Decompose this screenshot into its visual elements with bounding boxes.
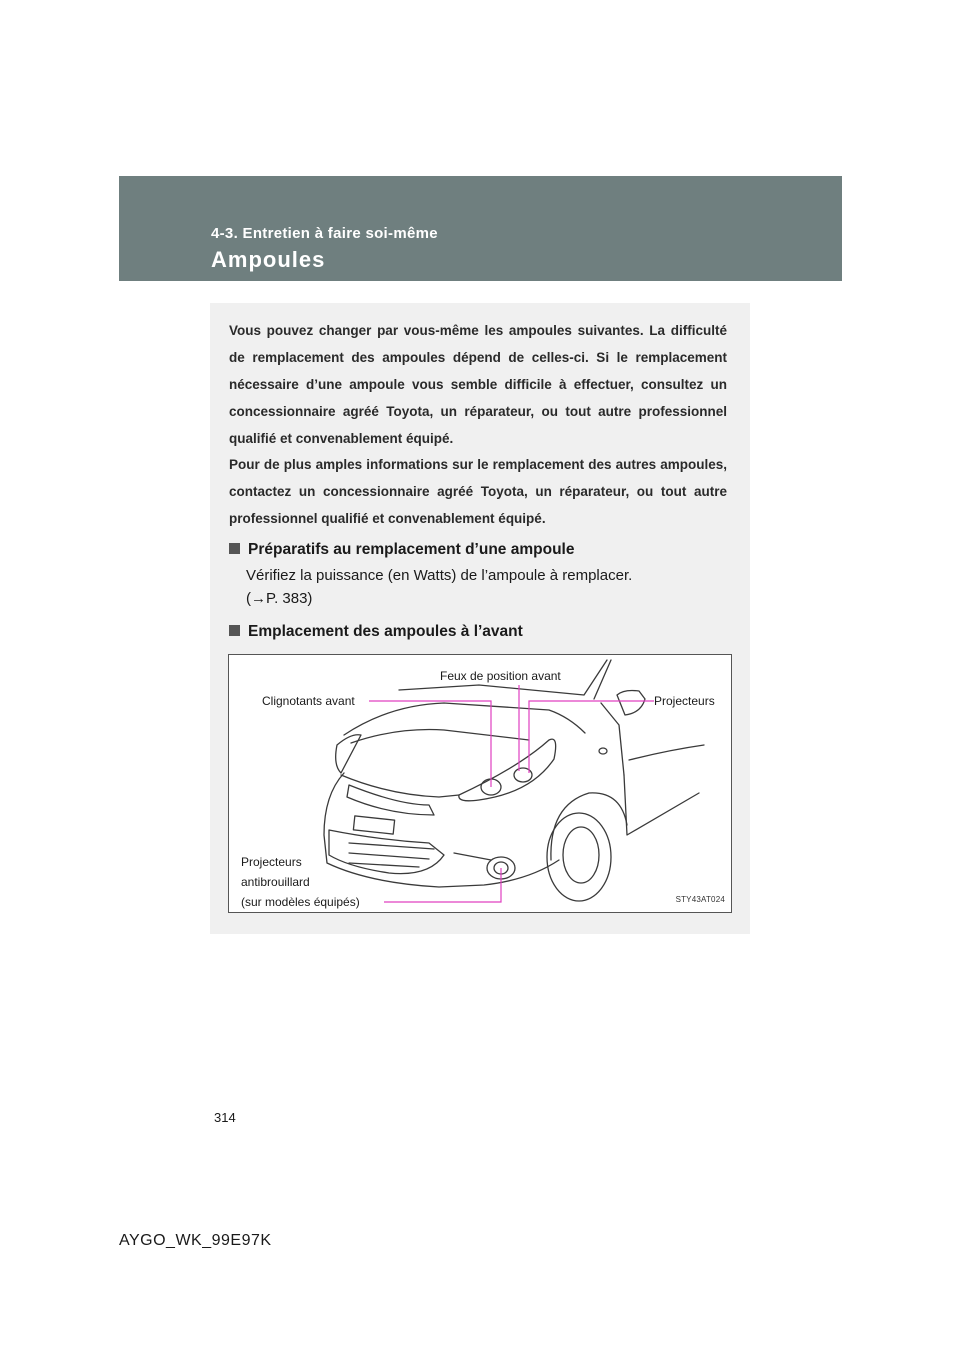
front-bulbs-heading (229, 623, 523, 641)
square-bullet-icon (229, 543, 240, 554)
prep-reference[interactable]: (→P. 383) (246, 590, 313, 607)
header-band (119, 176, 842, 281)
document-code: AYGO_WK_99E97K (119, 1232, 272, 1249)
callout-turn-signals: Clignotants avant (262, 694, 355, 708)
front-bulbs-figure (228, 654, 732, 913)
page-title: Ampoules (211, 247, 326, 272)
callout-position-lights: Feux de position avant (440, 669, 561, 683)
callout-fog-lights-line3: (sur modèles équipés) (241, 895, 360, 909)
content-box (210, 303, 750, 934)
callout-headlights: Projecteurs (654, 694, 715, 708)
intro-paragraph-1: Vous pouvez changer par vous-même les ampoules suivantes. La difficulté de remplacement des ampoules dépend de celles-ci. Si le remplacement nécessaire d’une ampoule vous semble difficile à effectuer, consultez un concessionnaire agréé Toyota, un réparateur, ou tout autre professionnel qualifié et convenablement équipé. (229, 323, 727, 446)
page-number: 314 (214, 1110, 236, 1125)
callout-fog-lights-line1: Projecteurs (241, 855, 302, 869)
square-bullet-icon (229, 625, 240, 636)
figure-code: STY43AT024 (675, 895, 725, 904)
prep-heading (229, 541, 574, 559)
intro-paragraph-2: Pour de plus amples informations sur le remplacement des autres ampoules, contactez un concessionnaire agréé Toyota, un réparateur, ou tout autre professionnel qualifié et convenablement équipé. (229, 457, 727, 526)
callout-fog-lights-line2: antibrouillard (241, 875, 310, 889)
section-label: 4-3. Entretien à faire soi-même (211, 225, 438, 242)
prep-heading-text: Préparatifs au remplacement d’une ampoule (248, 541, 575, 558)
prep-text: Vérifiez la puissance (en Watts) de l’ampoule à remplacer. (246, 567, 633, 584)
front-bulbs-heading-text: Emplacement des ampoules à l’avant (248, 623, 523, 640)
